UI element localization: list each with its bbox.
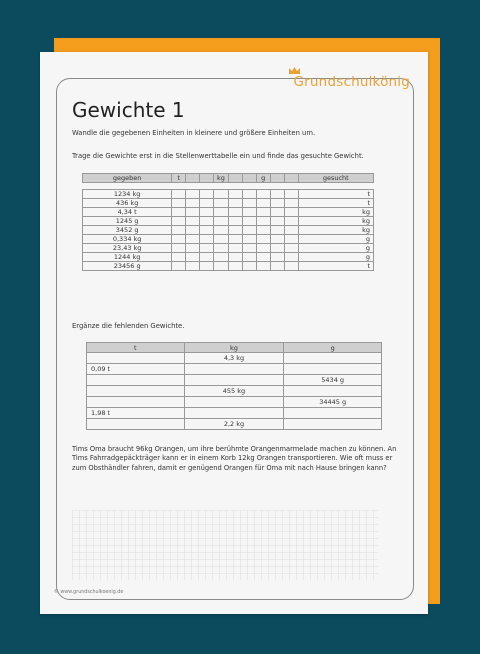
place-value-cell[interactable]	[172, 226, 186, 235]
place-value-cell[interactable]	[228, 262, 242, 271]
place-value-cell[interactable]	[172, 208, 186, 217]
table-row	[83, 199, 374, 208]
table-row	[83, 226, 374, 235]
t-cell[interactable]	[87, 419, 185, 430]
place-value-cell[interactable]	[172, 217, 186, 226]
place-value-cell[interactable]	[228, 244, 242, 253]
place-value-cell[interactable]	[228, 235, 242, 244]
given-value: 0,334 kg	[83, 235, 172, 244]
place-value-cell[interactable]	[214, 226, 229, 235]
table-row	[83, 190, 374, 199]
kg-cell[interactable]: 2,2 kg	[184, 419, 284, 430]
place-value-cell[interactable]	[270, 235, 284, 244]
place-value-cell[interactable]	[228, 190, 242, 199]
table-row	[87, 408, 382, 419]
place-value-cell[interactable]	[284, 226, 298, 235]
place-value-cell[interactable]	[214, 199, 229, 208]
header-g: g	[256, 174, 270, 183]
kg-cell[interactable]	[184, 397, 284, 408]
place-value-cell[interactable]	[214, 262, 229, 271]
place-value-cell[interactable]	[256, 208, 270, 217]
place-value-cell[interactable]	[172, 190, 186, 199]
place-value-cell[interactable]	[200, 208, 214, 217]
place-value-cell[interactable]	[186, 253, 200, 262]
place-value-cell[interactable]	[200, 235, 214, 244]
place-value-cell[interactable]	[186, 226, 200, 235]
place-value-cell[interactable]	[242, 190, 256, 199]
kg-cell[interactable]: 455 kg	[184, 386, 284, 397]
brand-logo: Grundschulkönig	[293, 74, 410, 90]
place-value-cell[interactable]	[186, 217, 200, 226]
sought-unit[interactable]: g	[298, 235, 373, 244]
sought-unit[interactable]: g	[298, 253, 373, 262]
place-value-cell[interactable]	[200, 226, 214, 235]
table-row	[87, 364, 382, 375]
place-value-cell[interactable]	[256, 217, 270, 226]
sought-unit[interactable]: t	[298, 262, 373, 271]
given-value: 1234 kg	[83, 190, 172, 199]
place-value-cell[interactable]	[200, 244, 214, 253]
g-cell[interactable]	[284, 353, 382, 364]
place-value-cell[interactable]	[200, 262, 214, 271]
table-header-row	[83, 174, 374, 183]
kg-cell[interactable]	[184, 408, 284, 419]
crown-icon	[289, 67, 300, 74]
place-value-cell[interactable]	[256, 262, 270, 271]
place-value-cell[interactable]	[200, 199, 214, 208]
place-value-cell[interactable]	[228, 253, 242, 262]
place-value-cell[interactable]	[284, 244, 298, 253]
place-value-cell[interactable]	[214, 208, 229, 217]
place-value-cell[interactable]	[242, 226, 256, 235]
place-value-cell[interactable]	[214, 217, 229, 226]
g-cell[interactable]: 5434 g	[284, 375, 382, 386]
g-cell[interactable]	[284, 364, 382, 375]
header-g: g	[284, 343, 382, 353]
place-value-cell[interactable]	[242, 253, 256, 262]
place-value-cell[interactable]	[270, 199, 284, 208]
place-value-cell[interactable]	[242, 262, 256, 271]
place-value-cell[interactable]	[270, 262, 284, 271]
t-cell[interactable]: 0,09 t	[87, 364, 185, 375]
place-value-cell[interactable]	[284, 253, 298, 262]
place-value-cell[interactable]	[270, 244, 284, 253]
header-t: t	[87, 343, 185, 353]
header-kg: kg	[184, 343, 284, 353]
given-value: 1245 g	[83, 217, 172, 226]
header-sought: gesucht	[298, 174, 373, 183]
t-cell[interactable]	[87, 397, 185, 408]
place-value-cell[interactable]	[214, 244, 229, 253]
place-value-cell[interactable]	[172, 253, 186, 262]
place-value-cell[interactable]	[256, 244, 270, 253]
place-value-cell[interactable]	[270, 253, 284, 262]
place-value-cell[interactable]	[242, 199, 256, 208]
table-row	[83, 253, 374, 262]
place-value-cell[interactable]	[256, 226, 270, 235]
place-value-cell[interactable]	[200, 217, 214, 226]
page-title: Gewichte 1	[72, 98, 185, 122]
place-value-cell[interactable]	[270, 190, 284, 199]
table-row	[87, 386, 382, 397]
given-value: 4,34 t	[83, 208, 172, 217]
table-row	[87, 397, 382, 408]
place-value-cell[interactable]	[270, 208, 284, 217]
place-value-cell[interactable]	[172, 199, 186, 208]
table-row	[83, 235, 374, 244]
instruction-convert: Wandle die gegebenen Einheiten in kleinere und größere Einheiten um.	[72, 129, 316, 137]
place-value-cell[interactable]	[284, 235, 298, 244]
place-value-cell[interactable]	[228, 199, 242, 208]
place-value-cell[interactable]	[214, 253, 229, 262]
t-cell[interactable]	[87, 375, 185, 386]
place-value-cell[interactable]	[284, 190, 298, 199]
given-value: 3452 g	[83, 226, 172, 235]
t-cell[interactable]	[87, 353, 185, 364]
place-value-cell[interactable]	[256, 199, 270, 208]
place-value-cell[interactable]	[256, 235, 270, 244]
place-value-cell[interactable]	[270, 217, 284, 226]
instruction-complete: Ergänze die fehlenden Gewichte.	[72, 322, 185, 330]
place-value-cell[interactable]	[214, 190, 229, 199]
t-cell[interactable]: 1,98 t	[87, 408, 185, 419]
place-value-cell[interactable]	[200, 253, 214, 262]
place-value-cell[interactable]	[228, 226, 242, 235]
given-value: 23456 g	[83, 262, 172, 271]
place-value-cell[interactable]	[172, 235, 186, 244]
t-cell[interactable]	[87, 386, 185, 397]
header-kg: kg	[214, 174, 229, 183]
place-value-cell[interactable]	[200, 190, 214, 199]
place-value-cell[interactable]	[284, 262, 298, 271]
place-value-cell[interactable]	[186, 235, 200, 244]
place-value-cell[interactable]	[242, 217, 256, 226]
place-value-cell[interactable]	[228, 208, 242, 217]
place-value-table	[82, 173, 374, 271]
table-row	[83, 208, 374, 217]
g-cell[interactable]	[284, 408, 382, 419]
place-value-cell[interactable]	[284, 208, 298, 217]
given-value: 436 kg	[83, 199, 172, 208]
sought-unit[interactable]: g	[298, 244, 373, 253]
sought-unit[interactable]: kg	[298, 208, 373, 217]
given-value: 23,43 kg	[83, 244, 172, 253]
place-value-cell[interactable]	[186, 244, 200, 253]
instruction-place-value: Trage die Gewichte erst in die Stellenwerttabelle ein und finde das gesuchte Gewicht.	[72, 152, 364, 160]
g-cell[interactable]	[284, 419, 382, 430]
missing-weights-table	[86, 342, 382, 430]
place-value-cell[interactable]	[228, 217, 242, 226]
place-value-cell[interactable]	[284, 199, 298, 208]
sought-unit[interactable]: t	[298, 190, 373, 199]
worksheet-page	[40, 52, 428, 614]
place-value-cell[interactable]	[186, 262, 200, 271]
table-row	[87, 353, 382, 364]
place-value-cell[interactable]	[186, 190, 200, 199]
table-header-row	[87, 343, 382, 353]
given-value: 1244 kg	[83, 253, 172, 262]
g-cell[interactable]	[284, 386, 382, 397]
place-value-cell[interactable]	[242, 208, 256, 217]
table-row	[87, 375, 382, 386]
kg-cell[interactable]	[184, 375, 284, 386]
sought-unit[interactable]: t	[298, 199, 373, 208]
place-value-cell[interactable]	[242, 235, 256, 244]
place-value-cell[interactable]	[186, 208, 200, 217]
header-t: t	[172, 174, 186, 183]
kg-cell[interactable]: 4,3 kg	[184, 353, 284, 364]
header-given: gegeben	[83, 174, 172, 183]
place-value-cell[interactable]	[256, 190, 270, 199]
place-value-cell[interactable]	[270, 226, 284, 235]
place-value-cell[interactable]	[284, 217, 298, 226]
table-row	[83, 217, 374, 226]
answer-grid[interactable]	[72, 510, 378, 580]
g-cell[interactable]: 34445 g	[284, 397, 382, 408]
place-value-cell[interactable]	[214, 235, 229, 244]
word-problem: Tims Oma braucht 96kg Orangen, um ihre berühmte Orangenmarmelade machen zu können. An Tims Fahrradgepäckträger kann er in einem Korb 12kg Orangen transportieren. Wie oft muss er zum Obsthändler fahren, damit er genügend Orangen für Oma mit nach Hause bringen kann?	[72, 445, 397, 472]
kg-cell[interactable]	[184, 364, 284, 375]
sought-unit[interactable]: kg	[298, 217, 373, 226]
place-value-cell[interactable]	[242, 244, 256, 253]
spacer-row	[83, 183, 374, 190]
table-row	[87, 419, 382, 430]
place-value-cell[interactable]	[256, 253, 270, 262]
place-value-cell[interactable]	[186, 199, 200, 208]
sought-unit[interactable]: kg	[298, 226, 373, 235]
place-value-cell[interactable]	[172, 244, 186, 253]
place-value-cell[interactable]	[172, 262, 186, 271]
table-row	[83, 262, 374, 271]
table-row	[83, 244, 374, 253]
copyright-footer: © www.grundschulkoenig.de	[54, 590, 124, 595]
